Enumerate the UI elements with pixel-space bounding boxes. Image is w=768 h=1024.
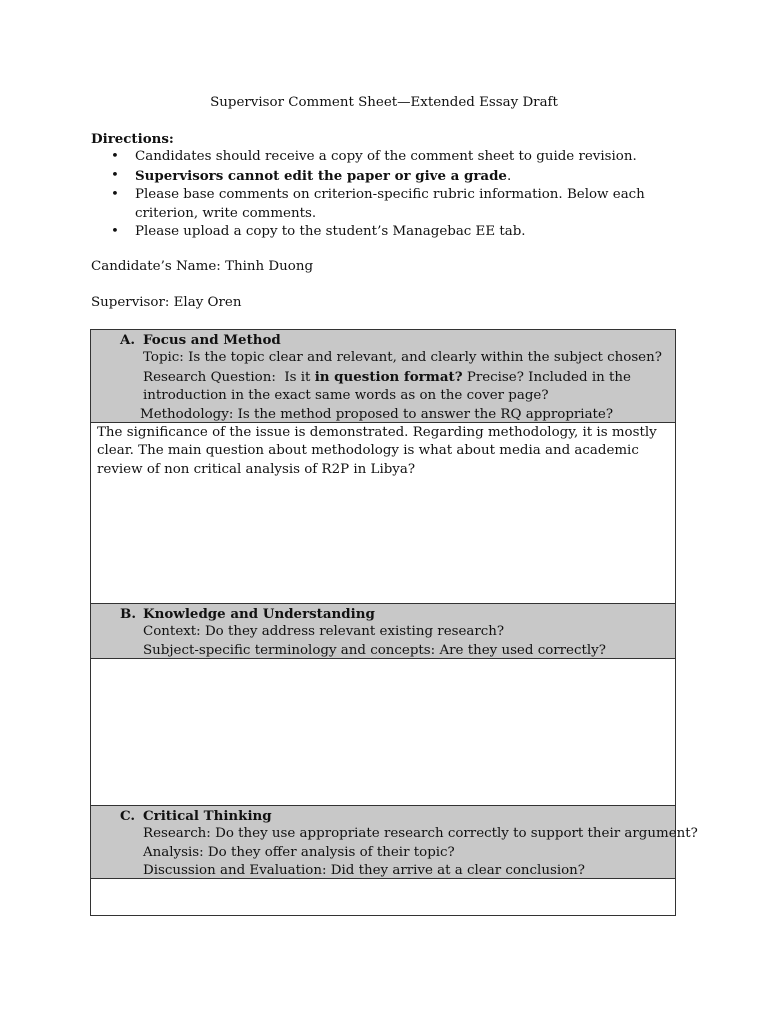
directions-block bbox=[91, 130, 691, 241]
direction-bold-text: Supervisors cannot edit the paper or give a grade bbox=[135, 167, 507, 184]
section-question: Research: Do they use appropriate research correctly to support their argument? bbox=[143, 826, 698, 842]
section-question: Context: Do they address relevant existing research? bbox=[143, 624, 505, 640]
direction-text: Please base comments on criterion-specific rubric information. Below each criterion, write comments. bbox=[135, 187, 645, 221]
direction-text: Please upload a copy to the student’s Managebac EE tab. bbox=[135, 224, 526, 240]
section-title-text: Critical Thinking bbox=[143, 808, 272, 824]
candidate-name-value: Thinh Duong bbox=[225, 259, 314, 274]
section-question: Subject-specific terminology and concepts: Are they used correctly? bbox=[143, 642, 606, 658]
bullet-icon: • bbox=[111, 187, 119, 203]
direction-item bbox=[91, 186, 691, 223]
section-a-header bbox=[91, 330, 675, 423]
direction-text: Candidates should receive a copy of the comment sheet to guide revision. bbox=[135, 149, 637, 165]
document-title: Supervisor Comment Sheet—Extended Essay Draft bbox=[210, 95, 558, 110]
supervisor-line bbox=[91, 294, 241, 312]
section-b-comment-box[interactable] bbox=[91, 659, 675, 806]
section-b-header bbox=[91, 604, 675, 659]
section-question: introduction in the exact same words as on the cover page? bbox=[143, 388, 549, 404]
directions-heading: Directions: bbox=[91, 131, 174, 147]
supervisor-label: Supervisor: bbox=[91, 295, 170, 310]
section-title-text: Knowledge and Understanding bbox=[143, 606, 375, 622]
section-question bbox=[91, 368, 675, 387]
section-question: Methodology: Is the method proposed to answer the RQ appropriate? bbox=[140, 406, 614, 422]
section-title bbox=[91, 331, 675, 349]
section-question: Analysis: Do they offer analysis of their topic? bbox=[143, 844, 455, 860]
bullet-icon: • bbox=[111, 167, 119, 183]
section-title bbox=[91, 807, 675, 825]
supervisor-value: Elay Oren bbox=[173, 295, 242, 310]
section-c-comment-box[interactable] bbox=[91, 879, 675, 915]
section-letter: C. bbox=[120, 808, 136, 824]
bullet-icon: • bbox=[111, 224, 119, 240]
rq-prefix: Research Question: Is it bbox=[143, 369, 315, 385]
section-a-comment-box[interactable]: The significance of the issue is demonstrated. Regarding methodology, it is mostly clear. The main question about methodology is what about media and academic review of non critical analysis of R2P in Libya? bbox=[91, 423, 675, 604]
candidate-name-label: Candidate’s Name: bbox=[91, 259, 221, 274]
direction-item bbox=[91, 223, 691, 241]
rq-suffix: Precise? Included in the bbox=[462, 369, 631, 385]
directions-list bbox=[91, 148, 691, 241]
section-letter: B. bbox=[120, 606, 136, 622]
direction-item bbox=[91, 167, 691, 186]
rq-bold: in question format? bbox=[314, 368, 463, 385]
direction-text: . bbox=[506, 168, 512, 184]
section-question: Topic: Is the topic clear and relevant, and clearly within the subject chosen? bbox=[143, 350, 662, 366]
rubric-table bbox=[90, 329, 698, 916]
section-title bbox=[91, 605, 675, 623]
section-title-text: Focus and Method bbox=[143, 332, 281, 348]
section-c-header bbox=[91, 806, 698, 879]
bullet-icon: • bbox=[111, 149, 119, 165]
section-letter: A. bbox=[120, 332, 136, 348]
section-question: Discussion and Evaluation: Did they arrive at a clear conclusion? bbox=[143, 863, 585, 879]
direction-item bbox=[91, 148, 691, 166]
candidate-name-line bbox=[91, 258, 313, 276]
